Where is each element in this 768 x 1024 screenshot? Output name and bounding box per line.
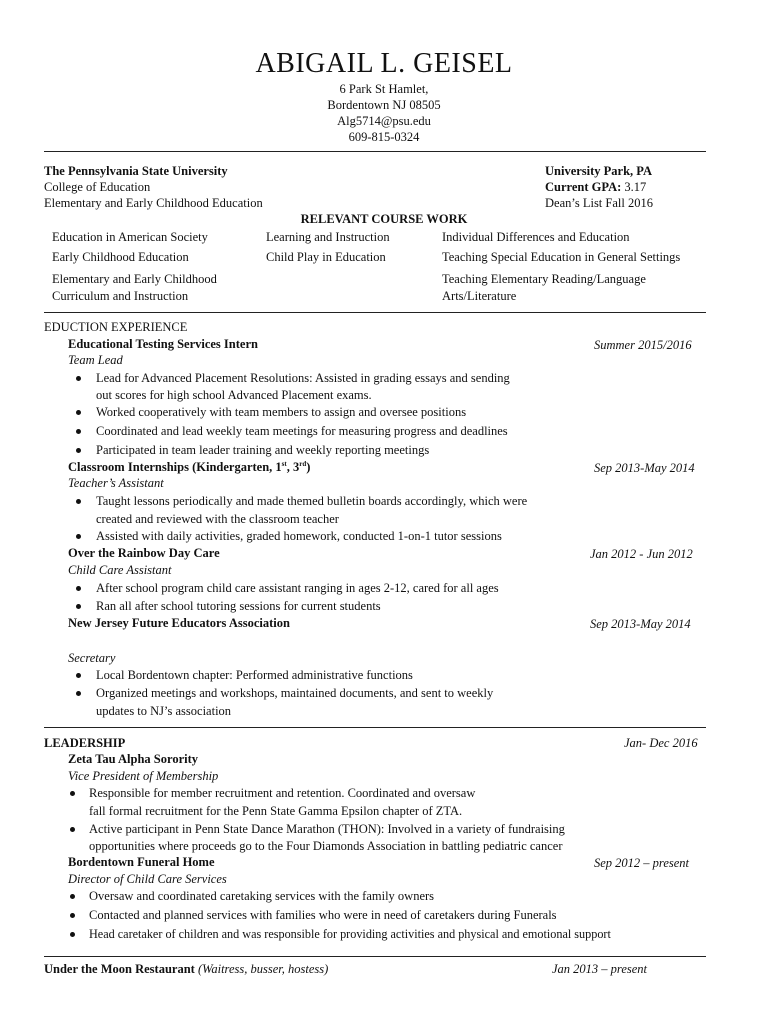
bullet-icon — [70, 791, 75, 796]
bullet-icon — [76, 499, 81, 504]
bullet-text: Lead for Advanced Placement Resolutions: Assisted in grading essays and sending — [96, 371, 510, 385]
course-item: Teaching Special Education in General Settings — [442, 250, 681, 264]
course-item: Education in American Society — [52, 230, 208, 244]
work-entry — [44, 961, 328, 977]
bullet-text: out scores for high school Advanced Placement exams. — [96, 388, 372, 402]
resume-name: ABIGAIL L. GEISEL — [255, 48, 513, 79]
job-org-text: Classroom Internships (Kindergarten, 1 — [68, 460, 282, 474]
leadership-title: LEADERSHIP — [44, 736, 126, 750]
gpa-value: 3.17 — [621, 180, 647, 194]
job-date: Sep 2013-May 2014 — [590, 617, 691, 631]
superscript: st — [281, 459, 287, 468]
gpa — [545, 179, 646, 195]
bullet-text: Ran all after school tutoring sessions for current students — [96, 599, 381, 613]
work-org: Under the Moon Restaurant — [44, 962, 195, 976]
phone-number: 609-815-0324 — [348, 130, 420, 144]
course-item: Early Childhood Education — [52, 250, 189, 264]
experience-title: EDUCTION EXPERIENCE — [44, 320, 188, 334]
bullet-text: Participated in team leader training and weekly reporting meetings — [96, 443, 430, 457]
bullet-text: created and reviewed with the classroom teacher — [96, 512, 339, 526]
leadership-org: Bordentown Funeral Home — [68, 855, 215, 869]
course-item: Learning and Instruction — [266, 230, 390, 244]
job-date: Sep 2013-May 2014 — [594, 461, 695, 475]
bullet-text: fall formal recruitment for the Penn State Gamma Epsilon chapter of ZTA. — [89, 804, 463, 818]
bullet-text: Oversaw and coordinated caretaking services with the family owners — [89, 889, 435, 903]
job-org — [68, 459, 310, 475]
job-date: Summer 2015/2016 — [594, 338, 692, 352]
bullet-icon — [76, 673, 81, 678]
school-name: The Pennsylvania State University — [44, 164, 228, 178]
gpa-label: Current GPA: — [545, 180, 622, 194]
email-address: Alg5714@psu.edu — [337, 114, 431, 128]
course-item: Elementary and Early Childhood — [52, 272, 217, 286]
bullet-icon — [76, 691, 81, 696]
job-org: Educational Testing Services Intern — [68, 337, 258, 351]
job-role: Teacher’s Assistant — [68, 476, 164, 490]
address-line-2: Bordentown NJ 08505 — [327, 98, 441, 112]
leadership-role: Vice President of Membership — [68, 769, 219, 783]
course-item: Arts/Literature — [442, 289, 517, 303]
leadership-org: Zeta Tau Alpha Sorority — [68, 752, 199, 766]
bullet-text: Organized meetings and workshops, maintained documents, and sent to weekly — [96, 686, 494, 700]
job-role: Child Care Assistant — [68, 563, 172, 577]
job-org: New Jersey Future Educators Association — [68, 616, 290, 630]
job-org-text: , 3 — [286, 460, 300, 474]
coursework-title: RELEVANT COURSE WORK — [300, 212, 468, 226]
bullet-icon — [70, 932, 75, 937]
bullet-icon — [76, 429, 81, 434]
bullet-text: Assisted with daily activities, graded homework, conducted 1-on-1 tutor sessions — [96, 529, 502, 543]
bullet-icon — [70, 894, 75, 899]
work-date: Jan 2013 – present — [552, 962, 648, 976]
honor: Dean’s List Fall 2016 — [545, 196, 653, 210]
course-item: Individual Differences and Education — [442, 230, 630, 244]
bullet-icon — [76, 376, 81, 381]
bullet-icon — [76, 604, 81, 609]
bullet-icon — [70, 827, 75, 832]
bullet-icon — [76, 410, 81, 415]
bullet-icon — [76, 448, 81, 453]
bullet-text: Local Bordentown chapter: Performed administrative functions — [96, 668, 413, 682]
superscript: rd — [299, 459, 307, 468]
work-role: (Waitress, busser, hostess) — [194, 962, 329, 976]
section-divider — [44, 727, 706, 728]
section-divider — [44, 956, 706, 957]
job-role: Secretary — [68, 651, 116, 665]
bullet-text: Contacted and planned services with families who were in need of caretakers during Funerals — [89, 908, 557, 922]
bullet-text: Responsible for member recruitment and retention. Coordinated and oversaw — [89, 786, 476, 800]
leadership-role: Director of Child Care Services — [68, 872, 227, 886]
bullet-text: Worked cooperatively with team members to assign and oversee positions — [96, 405, 467, 419]
bullet-text: After school program child care assistant ranging in ages 2-12, cared for all ages — [96, 581, 499, 595]
bullet-icon — [70, 913, 75, 918]
bullet-text: updates to NJ’s association — [96, 704, 232, 718]
course-item: Child Play in Education — [266, 250, 386, 264]
header-divider — [44, 151, 706, 152]
leadership-date: Jan- Dec 2016 — [624, 736, 698, 750]
bullet-text: Coordinated and lead weekly team meetings for measuring progress and deadlines — [96, 424, 508, 438]
bullet-text: opportunities where proceeds go to the Four Diamonds Association in battling pediatric cancer — [89, 839, 563, 853]
bullet-icon — [76, 586, 81, 591]
bullet-text: Active participant in Penn State Dance Marathon (THON): Involved in a variety of fundraising — [89, 822, 565, 836]
bullet-icon — [76, 534, 81, 539]
address-line-1: 6 Park St Hamlet, — [339, 82, 429, 96]
bullet-text: Taught lessons periodically and made themed bulletin boards accordingly, which were — [96, 494, 528, 508]
job-org: Over the Rainbow Day Care — [68, 546, 220, 560]
major: Elementary and Early Childhood Education — [44, 196, 263, 210]
course-item: Curriculum and Instruction — [52, 289, 189, 303]
college-name: College of Education — [44, 180, 151, 194]
section-divider — [44, 312, 706, 313]
school-location: University Park, PA — [545, 164, 653, 178]
course-item: Teaching Elementary Reading/Language — [442, 272, 646, 286]
job-org-text: ) — [306, 460, 311, 474]
bullet-text: Head caretaker of children and was responsible for providing activities and physical and emotional support — [89, 927, 611, 941]
job-date: Jan 2012 - Jun 2012 — [590, 547, 693, 561]
job-role: Team Lead — [68, 353, 123, 367]
leadership-date: Sep 2012 – present — [594, 856, 690, 870]
